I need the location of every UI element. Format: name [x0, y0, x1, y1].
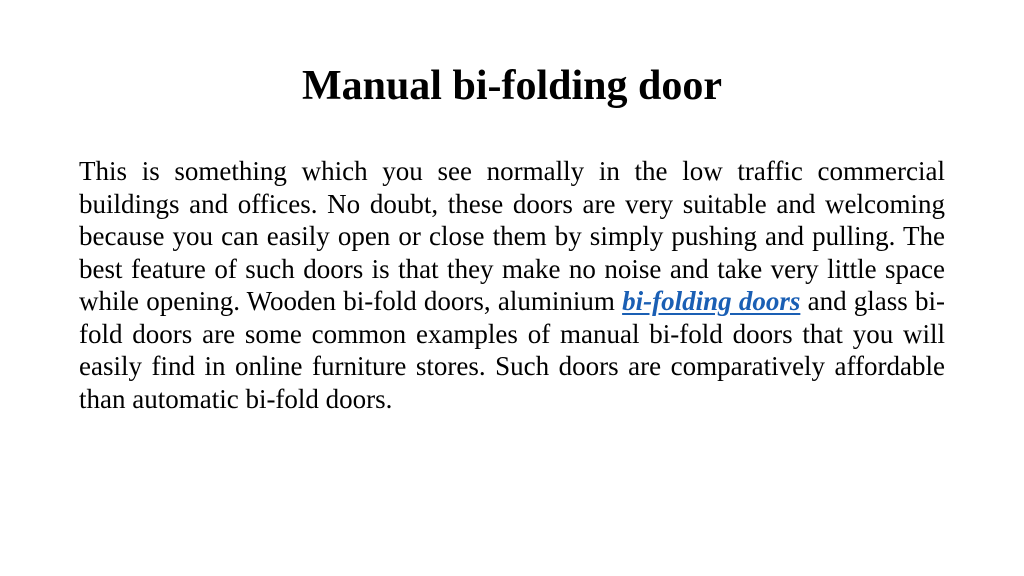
body-paragraph [79, 155, 945, 415]
paragraph-text-before-link: This is something which you see normally in the low traffic commercial buildings and offices. No doubt, these doors are very suitable and welcoming because you can easily open or close them by simply pushing and pulling. The best feature of such doors is that they make no noise and take very little space while opening. Wooden bi-fold doors, aluminium [79, 156, 945, 316]
page-title: Manual bi-folding door [301, 63, 723, 109]
bi-folding-doors-link[interactable]: bi-folding doors [622, 286, 801, 316]
paragraph-text-after-link: and glass bi-fold doors are some common examples of manual bi-fold doors that you will easily find in online furniture stores. Such doors are comparatively affordable than automatic bi-fold doors. [79, 286, 946, 414]
